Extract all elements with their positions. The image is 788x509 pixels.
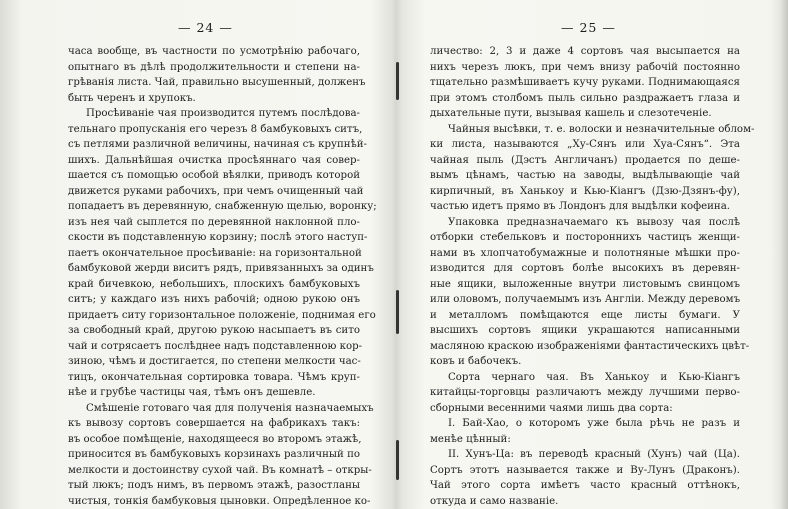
text-line: нами въ хлопчатобумажные и полотняные мѣшки про-: [430, 247, 740, 259]
text-line: при этомъ столбомъ пыль сильно раздражаетъ глаза и: [430, 92, 740, 104]
text-line: менѣе цѣнный:: [430, 433, 511, 445]
text-line: движется руками рабочихъ, при чемъ очищенный чай: [68, 185, 364, 197]
text-line: чай и сотрясаетъ послѣднее надъ подставленною кор-: [68, 340, 363, 352]
page-edge-shadow: [780, 0, 788, 509]
text-line: край бичевкою, небольшихъ, плоскихъ бамбуковыхъ: [68, 278, 360, 290]
text-line: нихъ черезъ люкъ, при чемъ внизу рабочій постоянно: [430, 61, 740, 73]
text-line: бамбуковой жерди виситъ рядъ, привязанныхъ за одинъ: [68, 263, 374, 274]
text-line: отборки стебельковъ и постороннихъ частицъ женщи-: [430, 232, 740, 243]
text-line: откуда и само названіе.: [430, 495, 559, 507]
text-line: ки листа, называются „Ху-Сянъ или Хуа-Сянъ“. Эта: [430, 139, 740, 150]
text-line: ситъ; у каждаго изъ нихъ рабочій; одною рукою онъ: [68, 294, 360, 305]
text-line: Сортъ этотъ называется также и Ву-Лунъ (Драконъ).: [430, 464, 740, 476]
text-line: I. Бай-Хао, о которомъ уже была рѣчь не разъ и: [448, 418, 740, 429]
right-page-body: [430, 44, 755, 509]
text-line: тый люкъ; подъ нимъ, въ первомъ этажѣ, разостланы: [68, 480, 360, 491]
text-line: II. Хунъ-Ца: въ переводѣ красный (Хунъ) чай (Ца).: [448, 449, 740, 460]
text-line: быть черенъ и хрупокъ.: [68, 92, 196, 104]
text-line: придаетъ ситу горизонтальное положеніе, поднимая его: [68, 309, 376, 321]
text-line: шихъ. Дальнѣйшая очистка просѣяннаго чая совер-: [68, 154, 360, 166]
text-line: тщательно размѣшиваетъ кучу руками. Поднимающаяся: [430, 77, 740, 88]
text-line: вымъ цѣнамъ, частью на заводы, выдѣлывающіе чай: [430, 170, 740, 181]
text-line: чайная пыль (Дэстъ Англичанъ) продается по деше-: [430, 154, 740, 166]
text-line: высшихъ сортовъ ящики украшаются написанными: [430, 325, 740, 336]
text-line: скости въ подставленную корзину; послѣ этого наступ-: [68, 232, 368, 243]
text-line: тицъ, окончательная сортировка товара. Чѣмъ круп-: [68, 371, 360, 383]
text-line: къ вывозу сортовъ совершается на фабрикахъ такъ:: [68, 418, 360, 429]
text-line: тельнаго пропусканія его черезъ 8 бамбуковыхъ ситъ,: [68, 123, 363, 135]
text-line: частью идетъ прямо въ Лондонъ для выдѣлки кофеина.: [430, 201, 731, 212]
text-line: зиною, чѣмъ и достигается, по степени мелкости час-: [68, 356, 361, 367]
page-number-left: — 24 —: [178, 20, 233, 35]
text-line: Смѣшеніе готоваго чая для полученія назначаемыхъ: [86, 402, 374, 414]
text-line: опытнаго въ дѣлѣ продолжительности и степени на-: [68, 61, 360, 73]
text-line: или оловомъ, получаемымъ изъ Англіи. Между деревомъ: [430, 294, 741, 305]
text-line: приносится въ бамбуковыхъ корзинахъ различный по: [68, 449, 360, 460]
text-line: за свободный край, другою рукою насыпаетъ въ сито: [68, 325, 360, 336]
page-number-right: — 25 —: [561, 20, 616, 35]
text-line: Упаковка предназначаемаго къ вывозу чая послѣ: [448, 216, 740, 228]
text-line: дыхательные пути, вызывая кашель и слезотеченіе.: [430, 108, 712, 119]
text-line: чистыя, тонкія бамбуковыя цыновки. Опредѣленное ко-: [68, 495, 371, 507]
right-page: [396, 0, 788, 509]
text-line: паетъ окончательное просѣиваніе: на горизонтальной: [68, 247, 362, 259]
text-line: мелкости и достоинству сухой чай. Въ комнатѣ – откры-: [68, 464, 372, 476]
text-line: шается съ помощью особой вѣялки, приводъ которой: [68, 170, 360, 181]
text-line: изводится для сортовъ болѣе высокихъ въ деревян-: [430, 263, 740, 274]
text-line: сборными весенними чаями лишь два сорта:: [430, 402, 673, 414]
text-line: масляною краскою изображеніями фантастическихъ цвѣт-: [430, 340, 750, 352]
text-line: нѣе и грубѣе частицы чая, тѣмъ онъ дешевле.: [68, 387, 316, 398]
text-line: личество: 2, 3 и даже 4 сортовъ чая высыпается на: [430, 46, 740, 57]
text-line: часа вообще, въ частности по усмотрѣнію рабочаго,: [68, 46, 360, 57]
text-line: Просѣиваніе чая производится путемъ послѣдова-: [86, 108, 360, 119]
text-line: кирпичный, въ Ханькоу и Кью-Кіангъ (Дзю-Дзянъ-фу),: [430, 185, 740, 197]
text-line: изъ нея чай сыплется по деревянной наклонной пло-: [68, 216, 360, 228]
text-line: Сорта чернаго чая. Въ Ханькоу и Кью-Кіангъ: [448, 371, 740, 383]
text-line: и металломъ помѣщаются еще листы бумаги. У: [430, 309, 740, 321]
left-page-body: [68, 44, 377, 509]
text-line: ковъ и бабочекъ.: [430, 356, 522, 367]
text-line: Чайныя высѣвки, т. е. волоски и незначительные облом-: [448, 123, 755, 135]
text-line: съ петлями различной величины, начиная съ крупнѣй-: [68, 139, 367, 150]
text-line: китайцы-торговцы различаютъ между лучшими перво-: [430, 387, 740, 398]
text-line: грѣванія листа. Чай, правильно высушенный, долженъ: [68, 77, 366, 88]
text-line: ные ящики, выложенные внутри листовымъ свинцомъ: [430, 278, 740, 290]
text-line: Чай этого сорта имѣетъ часто красный оттѣнокъ,: [430, 480, 740, 491]
text-line: попадаетъ въ деревянную, снабженную щелью, воронку;: [68, 201, 377, 212]
text-line: въ особое помѣщеніе, находящееся во второмъ этажѣ,: [68, 433, 362, 445]
